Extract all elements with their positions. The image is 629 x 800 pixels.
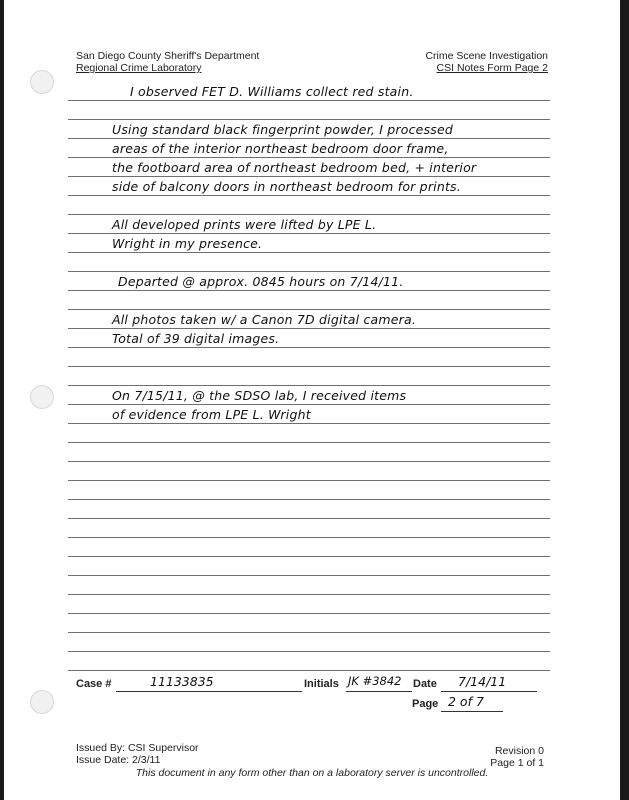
issue-date: Issue Date: 2/3/11 bbox=[76, 754, 161, 766]
note-line: side of balcony doors in northeast bedroom for prints. bbox=[112, 179, 461, 194]
ruled-line bbox=[68, 575, 550, 576]
ruled-line bbox=[68, 651, 550, 652]
ruled-line bbox=[68, 499, 550, 500]
punch-hole bbox=[30, 70, 54, 94]
initials-underline bbox=[346, 691, 412, 692]
ruled-line bbox=[68, 290, 550, 291]
ruled-line bbox=[68, 556, 550, 557]
punch-hole bbox=[30, 385, 54, 409]
ruled-line bbox=[68, 366, 550, 367]
note-line: Total of 39 digital images. bbox=[112, 331, 280, 346]
lab-name: Regional Crime Laboratory bbox=[76, 62, 202, 74]
ruled-line bbox=[68, 461, 550, 462]
notes-form-page bbox=[4, 0, 620, 800]
ruled-line bbox=[68, 195, 550, 196]
issued-by: Issued By: CSI Supervisor bbox=[76, 742, 199, 754]
corner-tag: #tcrs bbox=[574, 769, 613, 784]
ruled-line bbox=[68, 309, 550, 310]
note-line: of evidence from LPE L. Wright bbox=[112, 407, 311, 422]
note-line: I observed FET D. Williams collect red stain. bbox=[130, 84, 414, 99]
ruled-line bbox=[68, 252, 550, 253]
note-line: Departed @ approx. 0845 hours on 7/14/11. bbox=[118, 274, 404, 289]
initials-value: JK #3842 bbox=[348, 674, 402, 688]
note-line: Wright in my presence. bbox=[112, 236, 263, 251]
ruled-line bbox=[68, 100, 550, 101]
case-number-value: 11133835 bbox=[150, 674, 214, 689]
page-of-form: Page 1 of 1 bbox=[490, 757, 544, 769]
note-line: areas of the interior northeast bedroom door frame, bbox=[112, 141, 449, 156]
ruled-line bbox=[68, 480, 550, 481]
ruled-line bbox=[68, 157, 550, 158]
revision: Revision 0 bbox=[494, 745, 544, 757]
ruled-line bbox=[68, 632, 550, 633]
case-number-underline bbox=[116, 691, 302, 692]
ruled-line bbox=[68, 670, 550, 671]
case-number-label: Case # bbox=[76, 678, 112, 690]
ruled-line bbox=[68, 518, 550, 519]
ruled-line bbox=[68, 347, 550, 348]
ruled-line bbox=[68, 442, 550, 443]
date-underline bbox=[441, 691, 537, 692]
ruled-line bbox=[68, 385, 550, 386]
ruled-line bbox=[68, 176, 550, 177]
page-underline bbox=[441, 711, 503, 712]
ruled-line bbox=[68, 138, 550, 139]
ruled-line bbox=[68, 271, 550, 272]
form-subtitle: CSI Notes Form Page 2 bbox=[436, 62, 548, 74]
ruled-line bbox=[68, 594, 550, 595]
note-line: All developed prints were lifted by LPE L. bbox=[112, 217, 377, 232]
ruled-line bbox=[68, 119, 550, 120]
uncontrolled-disclaimer: This document in any form other than on a laboratory server is uncontrolled. bbox=[135, 767, 489, 779]
note-line: Using standard black fingerprint powder, I processed bbox=[112, 122, 454, 137]
ruled-line bbox=[68, 233, 550, 234]
date-label: Date bbox=[413, 678, 437, 690]
note-line: the footboard area of northeast bedroom bed, + interior bbox=[112, 160, 477, 175]
ruled-line bbox=[68, 537, 550, 538]
ruled-line bbox=[68, 214, 550, 215]
note-line: All photos taken w/ a Canon 7D digital camera. bbox=[112, 312, 417, 327]
page-value: 2 of 7 bbox=[448, 694, 484, 709]
date-value: 7/14/11 bbox=[458, 674, 507, 689]
form-title: Crime Scene Investigation bbox=[425, 50, 548, 62]
org-name: San Diego County Sheriff's Department bbox=[76, 50, 260, 62]
note-line: On 7/15/11, @ the SDSO lab, I received items bbox=[112, 388, 407, 403]
ruled-line bbox=[68, 328, 550, 329]
punch-hole bbox=[30, 690, 54, 714]
initials-label: Initials bbox=[304, 678, 339, 690]
ruled-line bbox=[68, 613, 550, 614]
ruled-line bbox=[68, 404, 550, 405]
page-label: Page bbox=[412, 698, 439, 710]
ruled-line bbox=[68, 423, 550, 424]
